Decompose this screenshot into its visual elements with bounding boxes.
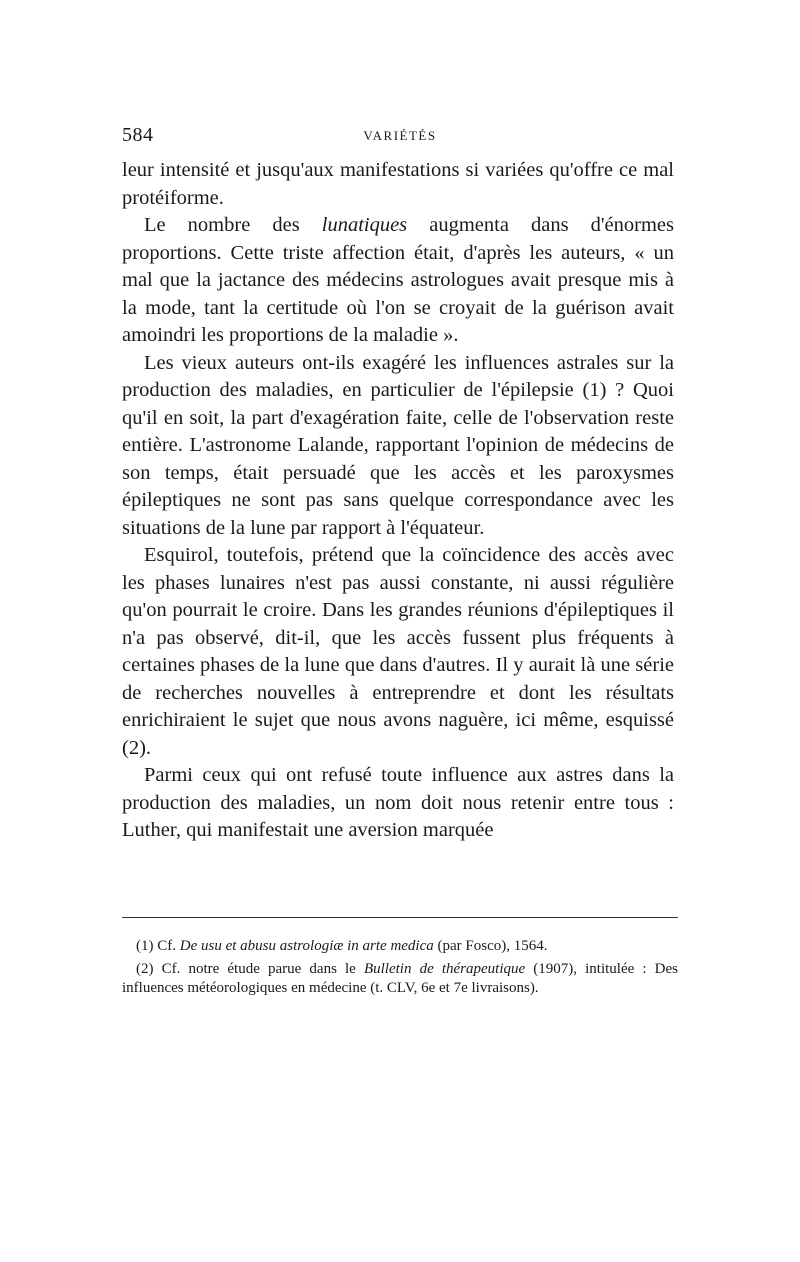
footnotes (122, 937, 678, 1002)
footnote-1-title: De usu et abusu astrologiæ in arte medica (179, 938, 434, 954)
body-text (122, 157, 674, 845)
footnote-2-start: (2) Cf. notre étude parue dans le (136, 961, 364, 977)
term-lunatiques: lunatiques (321, 214, 408, 236)
page-header (122, 124, 678, 148)
footnote-2-title: Bulletin de thérapeutique (363, 961, 526, 977)
paragraph-2-rest: augmenta dans d'énormes proportions. Cette triste affection était, d'après les auteurs, « un mal que la jactance des médecins astrologues avait presque mis à la mode, tant la certitude où l'on se croyait de la guérison avait amoindri les proportions de la maladie ». (122, 214, 674, 346)
footnote-divider (122, 917, 678, 918)
footnote-2 (122, 960, 678, 998)
footnote-2-rest: (1907), intitulée : Des influences météorologiques en médecine (t. CLV, 6e et 7e livraisons). (122, 961, 678, 996)
footnote-1-start: (1) Cf. (136, 938, 180, 954)
paragraph-5: Parmi ceux qui ont refusé toute influence aux astres dans la production des maladies, un nom doit nous retenir entre tous : Luther, qui manifestait une aversion marquée (122, 764, 674, 841)
footnote-1-rest: (par Fosco), 1564. (433, 938, 548, 954)
paragraph-2-start: Le nombre des (144, 214, 322, 236)
footnote-1 (122, 937, 678, 956)
running-title: VARIÉTÉS (363, 128, 437, 143)
paragraph-1: leur intensité et jusqu'aux manifestations si variées qu'offre ce mal protéiforme. (122, 159, 674, 209)
page-number: 584 (122, 124, 154, 146)
paragraph-3: Les vieux auteurs ont-ils exagéré les influences astrales sur la production des maladies, en particulier de l'épilepsie (1) ? Quoi qu'il en soit, la part d'exagération faite, celle de l'observation reste entière. L'astronome Lalande, rapportant l'opinion de médecins de son temps, était persuadé que les accès et les paroxysmes épileptiques ne sont pas sans quelque correspondance avec les situations de la lune par rapport à l'équateur. (122, 351, 674, 539)
paragraph-4: Esquirol, toutefois, prétend que la coïncidence des accès avec les phases lunaires n'est pas aussi constante, ni aussi régulière qu'on pourrait le croire. Dans les grandes réunions d'épileptiques il n'a pas observé, dit-il, que les accès fussent plus fréquents à certaines phases de la lune que dans d'autres. Il y aurait là une série de recherches nouvelles à entreprendre et dont les résultats enrichiraient le sujet que nous avons naguère, ici même, esquissé (2). (122, 544, 674, 759)
paragraph-2 (122, 212, 674, 350)
